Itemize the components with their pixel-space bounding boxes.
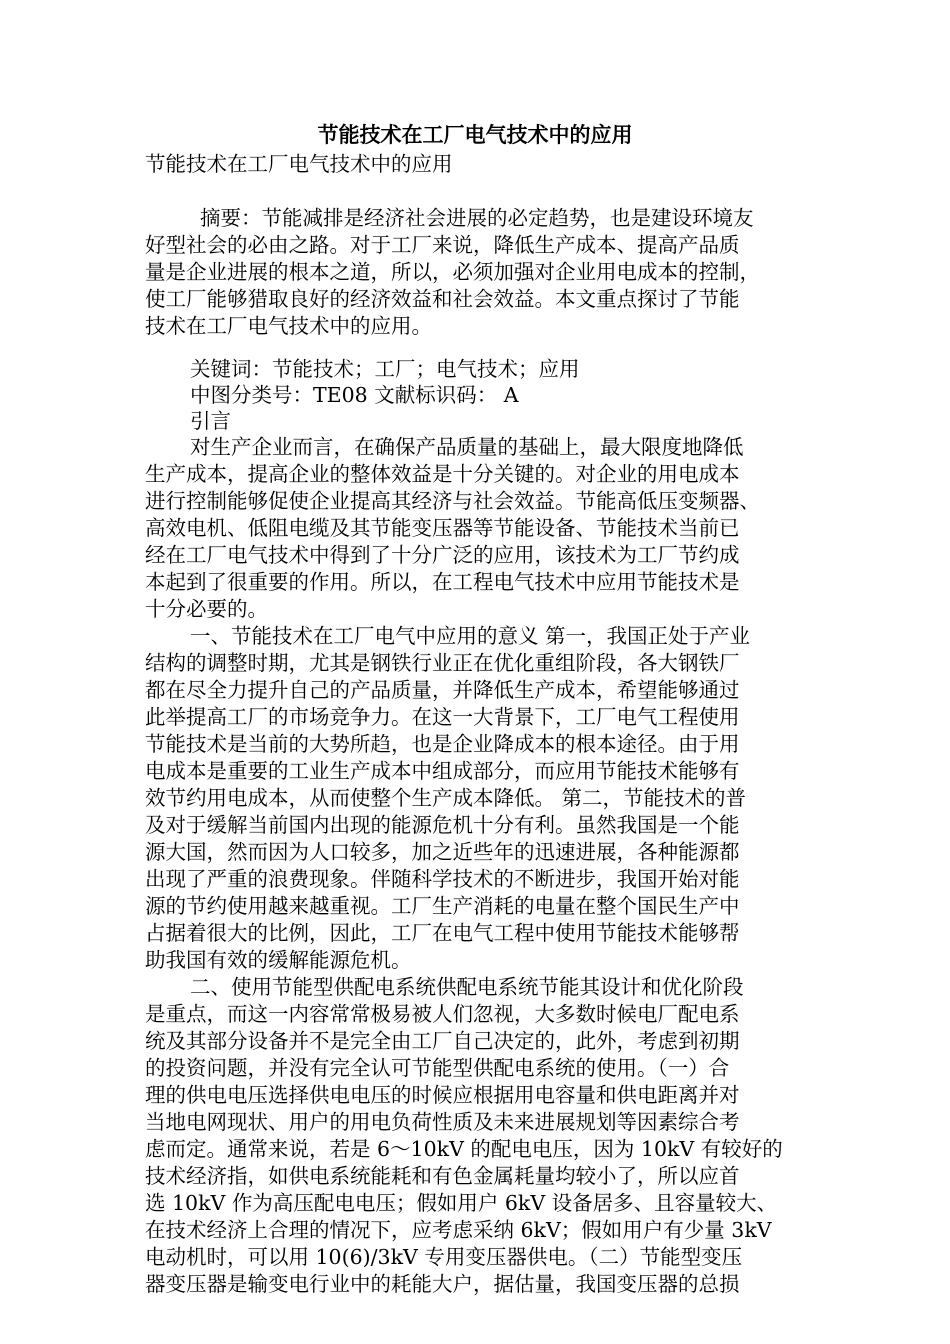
text-line: 在技术经济上合理的情况下，应考虑采纳 6kV；假如用户有少量 3kV bbox=[145, 1218, 772, 1242]
text-line: 节能技术在工厂电气技术中的应用 bbox=[145, 152, 453, 176]
text-line: 源的节约使用越来越重视。工厂生产消耗的电量在整个国民生产中 bbox=[145, 894, 740, 918]
text-line: 量是企业进展的根本之道，所以，必须加强对企业用电成本的控制， bbox=[145, 260, 760, 284]
text-line: 统及其部分设备并不是完全由工厂自己决定的，此外，考虑到初期 bbox=[145, 1029, 740, 1053]
text-line: 占据着很大的比例，因此，工厂在电气工程中使用节能技术能够帮 bbox=[145, 921, 740, 945]
text-line: 高效电机、低阻电缆及其节能变压器等节能设备、节能技术当前已 bbox=[145, 516, 740, 540]
text-line: 生产成本，提高企业的整体效益是十分关键的。对企业的用电成本 bbox=[145, 462, 740, 486]
text-line: 二、使用节能型供配电系统供配电系统节能其设计和优化阶段 bbox=[190, 975, 744, 999]
text-line: 此举提高工厂的市场竞争力。在这一大背景下，工厂电气工程使用 bbox=[145, 705, 740, 729]
text-line: 效节约用电成本，从而使整个生产成本降低。 第二，节能技术的普 bbox=[145, 786, 747, 810]
text-line: 一、节能技术在工厂电气中应用的意义 第一，我国正处于产业 bbox=[190, 624, 751, 648]
text-line: 关键词：节能技术；工厂；电气技术；应用 bbox=[190, 357, 580, 381]
text-line: 十分必要的。 bbox=[145, 597, 268, 621]
text-line: 电成本是重要的工业生产成本中组成部分，而应用节能技术能够有 bbox=[145, 759, 740, 783]
text-line: 助我国有效的缓解能源危机。 bbox=[145, 948, 412, 972]
text-line: 及对于缓解当前国内出现的能源危机十分有利。虽然我国是一个能 bbox=[145, 813, 740, 837]
text-line: 出现了严重的浪费现象。伴随科学技术的不断进步，我国开始对能 bbox=[145, 867, 740, 891]
text-line: 进行控制能够促使企业提高其经济与社会效益。节能高低压变频器、 bbox=[145, 489, 760, 513]
text-line: 电动机时，可以用 10(6)/3kV 专用变压器供电。（二）节能型变压 bbox=[145, 1245, 743, 1269]
text-line: 对生产企业而言，在确保产品质量的基础上，最大限度地降低 bbox=[190, 435, 744, 459]
text-line: 技术经济指，如供电系统能耗和有色金属耗量均较小了，所以应首 bbox=[145, 1164, 740, 1188]
text-line: 技术在工厂电气技术中的应用。 bbox=[145, 314, 432, 338]
text-line: 中图分类号：TE08 文献标识码： A bbox=[190, 383, 519, 407]
text-line: 是重点，而这一内容常常极易被人们忽视，大多数时候电厂配电系 bbox=[145, 1002, 740, 1026]
text-line: 都在尽全力提升自己的产品质量，并降低生产成本，希望能够通过 bbox=[145, 678, 740, 702]
text-line: 当地电网现状、用户的用电负荷性质及未来进展规划等因素综合考 bbox=[145, 1110, 740, 1134]
text-line: 选 10kV 作为高压配电电压；假如用户 6kV 设备居多、且容量较大、 bbox=[145, 1191, 778, 1215]
text-line: 虑而定。通常来说，若是 6～10kV 的配电电压，因为 10kV 有较好的 bbox=[145, 1137, 783, 1161]
document-title: 节能技术在工厂电气技术中的应用 bbox=[317, 122, 633, 147]
text-line: 器变压器是输变电行业中的耗能大户，据估量，我国变压器的总损 bbox=[145, 1272, 740, 1296]
text-line: 理的供电电压选择供电电压的时候应根据用电容量和供电距离并对 bbox=[145, 1083, 740, 1107]
text-line: 经在工厂电气技术中得到了十分广泛的应用，该技术为工厂节约成 bbox=[145, 543, 740, 567]
text-line: 摘要：节能减排是经济社会进展的必定趋势，也是建设环境友 bbox=[200, 206, 754, 230]
text-line: 好型社会的必由之路。对于工厂来说，降低生产成本、提高产品质 bbox=[145, 233, 740, 257]
text-line: 引言 bbox=[190, 409, 231, 433]
text-line: 使工厂能够猎取良好的经济效益和社会效益。本文重点探讨了节能 bbox=[145, 287, 740, 311]
text-line: 结构的调整时期，尤其是钢铁行业正在优化重组阶段，各大钢铁厂 bbox=[145, 651, 740, 675]
text-line: 的投资问题，并没有完全认可节能型供配电系统的使用。（一）合 bbox=[145, 1056, 730, 1080]
text-line: 节能技术是当前的大势所趋，也是企业降成本的根本途径。由于用 bbox=[145, 732, 740, 756]
text-line: 本起到了很重要的作用。所以，在工程电气技术中应用节能技术是 bbox=[145, 570, 740, 594]
text-line: 源大国，然而因为人口较多，加之近些年的迅速进展，各种能源都 bbox=[145, 840, 740, 864]
